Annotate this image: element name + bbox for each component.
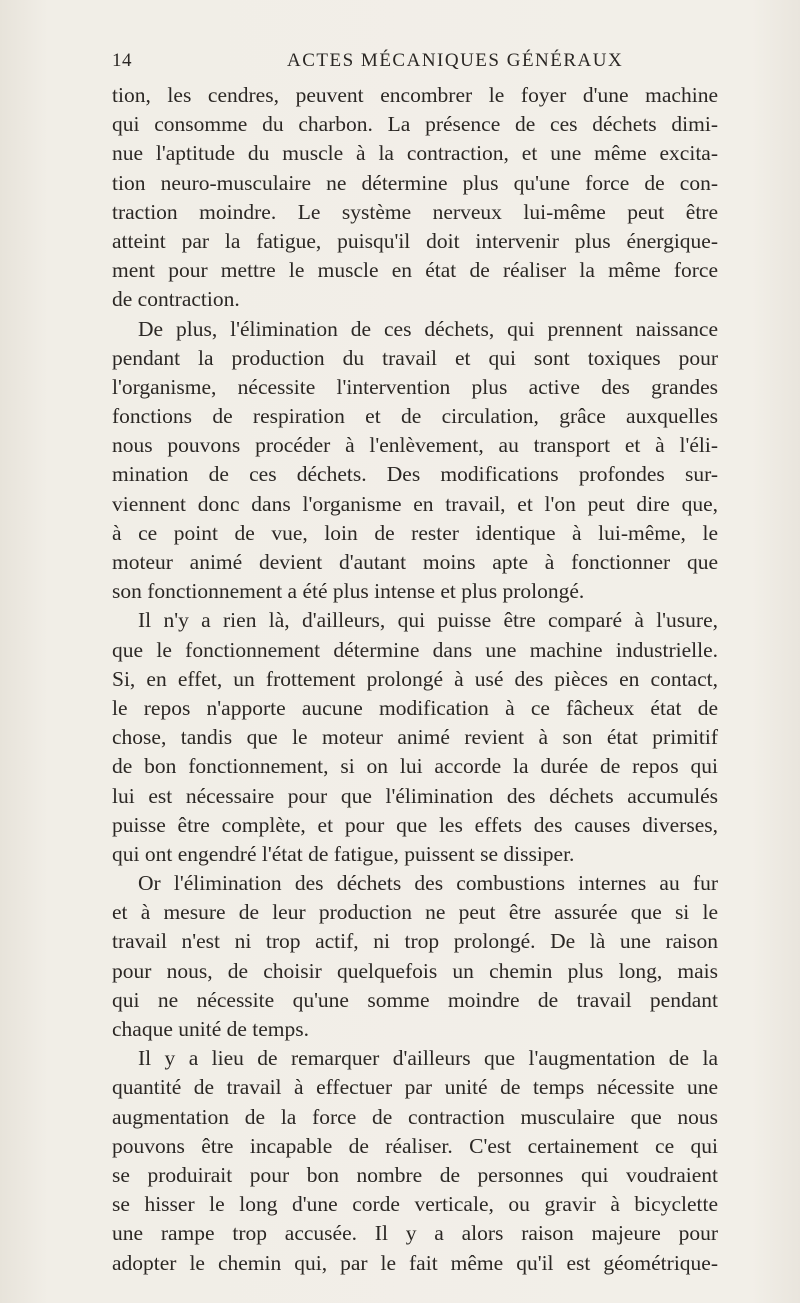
text-line: Or l'élimination des déchets des combustions internes au fur <box>138 871 718 896</box>
text-line: l'organisme, nécessite l'intervention plus active des grandes <box>112 374 718 399</box>
running-title: ACTES MÉCANIQUES GÉNÉRAUX <box>287 50 624 71</box>
text-line: à ce point de vue, loin de rester identique à lui-même, le <box>112 520 718 545</box>
text-line: et à mesure de leur production ne peut être assurée que si le <box>112 900 718 925</box>
text-line: pour nous, de choisir quelquefois un chemin plus long, mais <box>112 958 718 983</box>
text-line: se hisser le long d'une corde verticale, ou gravir à bicyclette <box>112 1192 718 1217</box>
text-line: Si, en effet, un frottement prolongé à usé des pièces en contact, <box>112 666 718 691</box>
text-line: son fonctionnement a été plus intense et plus prolongé. <box>112 579 585 604</box>
text-line: viennent donc dans l'organisme en travail, et l'on peut dire que, <box>112 491 718 516</box>
text-line: augmentation de la force de contraction musculaire que nous <box>112 1104 718 1129</box>
text-line: travail n'est ni trop actif, ni trop prolongé. De là une raison <box>112 929 718 954</box>
text-line: une rampe trop accusée. Il y a alors raison majeure pour <box>112 1221 718 1246</box>
text-line: se produirait pour bon nombre de personnes qui voudraient <box>112 1162 718 1187</box>
body-text <box>112 81 718 1278</box>
text-line: moteur animé devient d'autant moins apte à fonctionner que <box>112 550 718 574</box>
text-line: tion, les cendres, peuvent encombrer le foyer d'une machine <box>112 83 718 107</box>
text-line: Il y a lieu de remarquer d'ailleurs que l'augmentation de la <box>138 1046 718 1071</box>
text-line: de bon fonctionnement, si on lui accorde la durée de repos qui <box>112 754 718 779</box>
text-line: lui est nécessaire pour que l'élimination des déchets accumulés <box>112 783 718 808</box>
text-line: De plus, l'élimination de ces déchets, qui prennent naissance <box>138 316 718 341</box>
text-line: qui consomme du charbon. La présence de ces déchets dimi- <box>112 112 718 137</box>
text-line: de contraction. <box>112 287 240 312</box>
page-number: 14 <box>112 50 132 71</box>
text-line: chose, tandis que le moteur animé revient à son état primitif <box>112 725 718 750</box>
text-line: tion neuro-musculaire ne détermine plus qu'une force de con- <box>112 170 718 195</box>
text-line: qui ne nécessite qu'une somme moindre de travail pendant <box>112 987 718 1012</box>
text-line: ment pour mettre le muscle en état de réaliser la même force <box>112 258 718 283</box>
text-line: Il n'y a rien là, d'ailleurs, qui puisse être comparé à l'usure, <box>138 608 718 633</box>
text-line: que le fonctionnement détermine dans une machine industrielle. <box>112 637 718 662</box>
text-line: qui ont engendré l'état de fatigue, puissent se dissiper. <box>112 841 575 866</box>
text-line: fonctions de respiration et de circulation, grâce auxquelles <box>112 404 718 429</box>
text-line: pouvons être incapable de réaliser. C'est certainement ce qui <box>112 1133 718 1158</box>
text-line: chaque unité de temps. <box>112 1017 310 1041</box>
text-line: nous pouvons procéder à l'enlèvement, au transport et à l'éli- <box>112 433 718 458</box>
text-line: atteint par la fatigue, puisqu'il doit intervenir plus énergique- <box>112 228 718 253</box>
text-line: quantité de travail à effectuer par unité de temps nécessite une <box>112 1075 718 1100</box>
text-line: nue l'aptitude du muscle à la contraction, et une même excita- <box>112 141 718 166</box>
running-head <box>112 50 712 78</box>
text-line: mination de ces déchets. Des modifications profondes sur- <box>112 462 718 487</box>
text-line: pendant la production du travail et qui sont toxiques pour <box>112 345 718 370</box>
text-line: puisse être complète, et pour que les effets des causes diverses, <box>112 812 718 837</box>
text-line: adopter le chemin qui, par le fait même qu'il est géométrique- <box>112 1250 718 1275</box>
text-line: traction moindre. Le système nerveux lui-même peut être <box>112 199 718 224</box>
text-line: le repos n'apporte aucune modification à ce fâcheux état de <box>112 695 718 720</box>
